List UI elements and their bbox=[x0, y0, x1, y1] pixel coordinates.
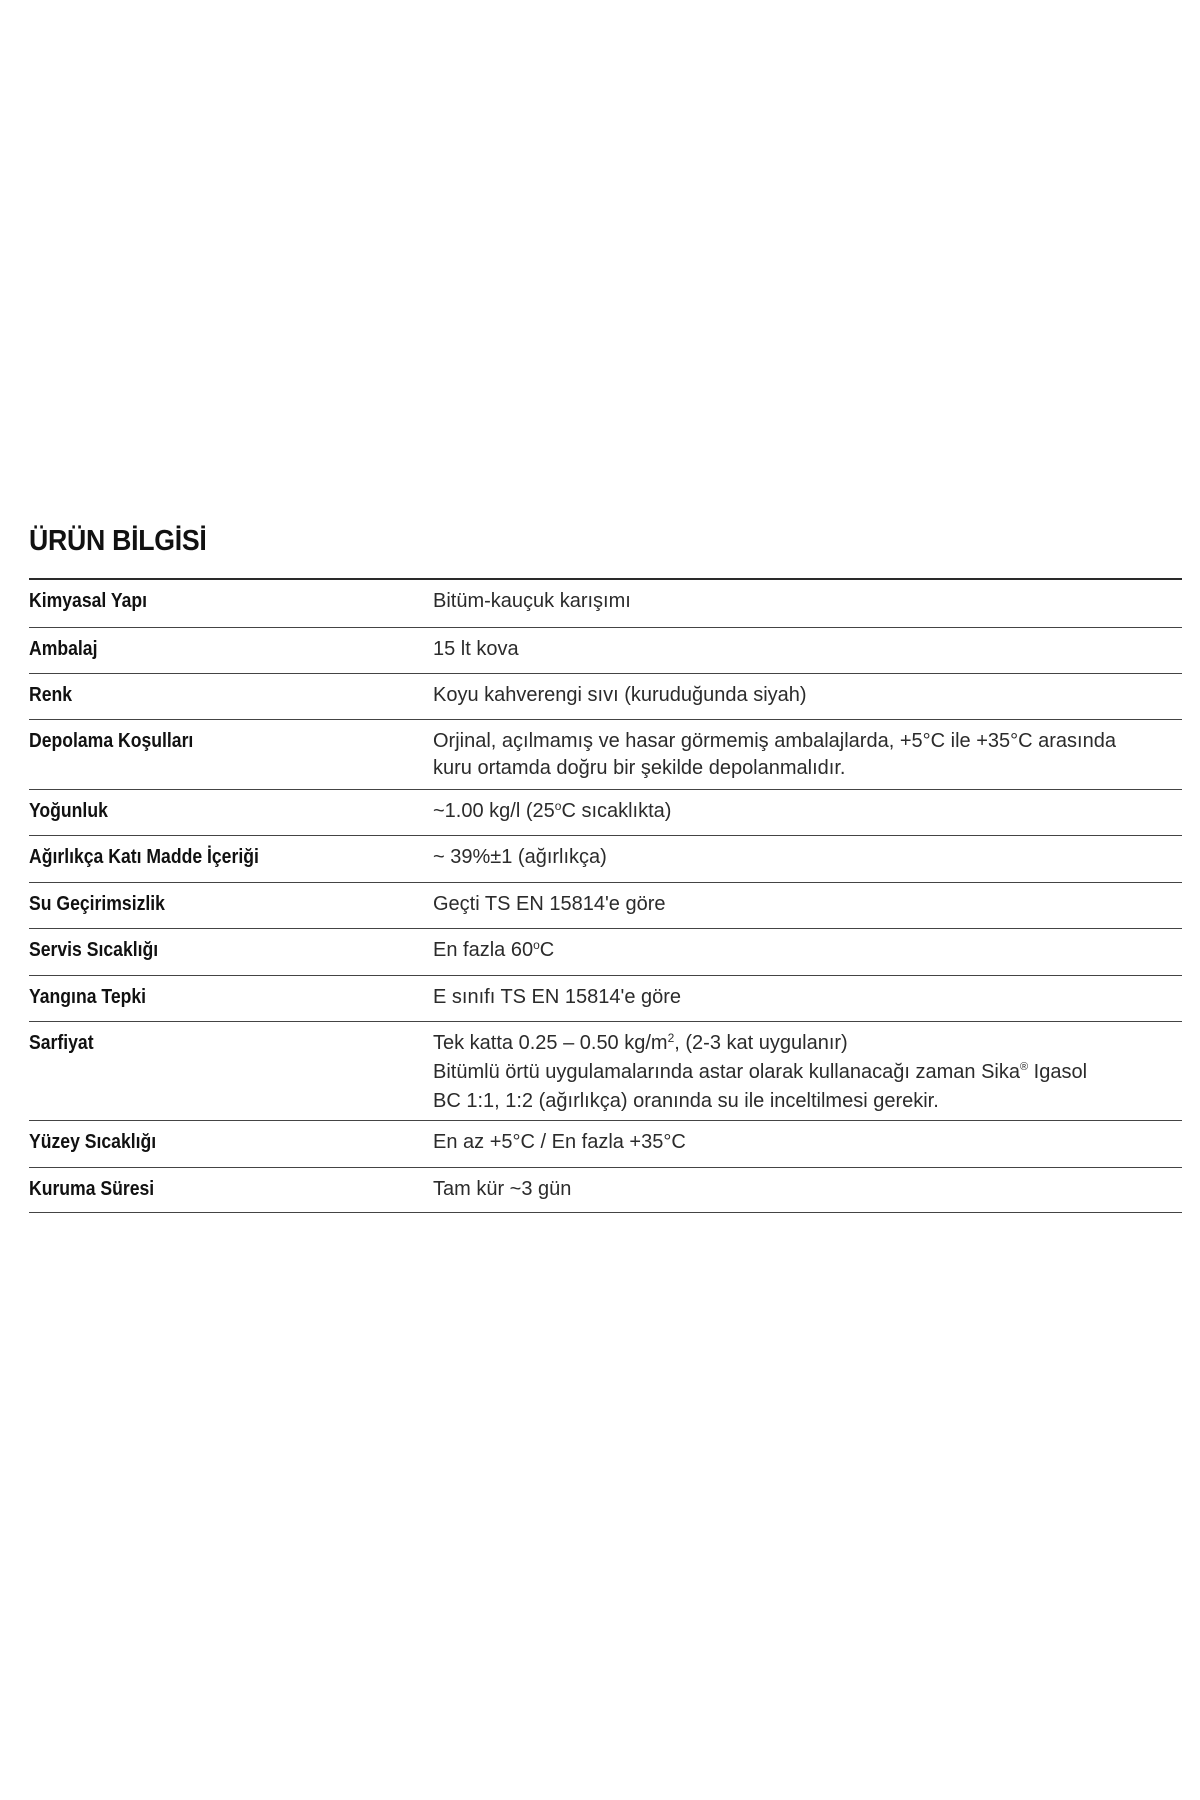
degree-superscript: o bbox=[533, 938, 540, 952]
row-value: Orjinal, açılmamış ve hasar görmemiş ambalajlarda, +5°C ile +35°C arasında kuru ortamda doğru bir şekilde depolanmalıdır. bbox=[433, 730, 1116, 779]
table-row bbox=[29, 580, 1182, 628]
row-label: Yoğunluk bbox=[29, 800, 108, 822]
row-value: En az +5°C / En fazla +35°C bbox=[433, 1131, 686, 1153]
section-title: ÜRÜN BİLGİSİ bbox=[29, 525, 207, 557]
product-info-table bbox=[29, 578, 1182, 1213]
row-label: Servis Sıcaklığı bbox=[29, 939, 159, 961]
table-row bbox=[29, 1022, 1182, 1121]
squared-superscript: 2 bbox=[667, 1031, 675, 1045]
row-label: Depolama Koşulları bbox=[29, 730, 194, 752]
row-label: Sarfiyat bbox=[29, 1032, 94, 1054]
table-row bbox=[29, 790, 1182, 836]
row-label: Kuruma Süresi bbox=[29, 1178, 155, 1200]
row-label: Ambalaj bbox=[29, 638, 98, 660]
table-row bbox=[29, 628, 1182, 674]
row-value: Bitüm-kauçuk karışımı bbox=[433, 590, 631, 612]
row-value: En fazla 60$^o$C bbox=[433, 938, 555, 961]
row-label: Renk bbox=[29, 684, 73, 706]
row-value: ~1.00 kg/l (25$^o$C sıcaklıkta) bbox=[433, 799, 672, 822]
row-label: Yüzey Sıcaklığı bbox=[29, 1131, 157, 1153]
table-row bbox=[29, 1121, 1182, 1168]
degree-superscript: o bbox=[554, 799, 562, 813]
row-value: Koyu kahverengi sıvı (kuruduğunda siyah) bbox=[433, 684, 807, 706]
row-value: ~ 39%±1 (ağırlıkça) bbox=[433, 846, 607, 868]
table-row bbox=[29, 674, 1182, 720]
row-value: Geçti TS EN 15814'e göre bbox=[433, 893, 666, 915]
row-value: Tam kür ~3 gün bbox=[433, 1178, 572, 1200]
table-row bbox=[29, 720, 1182, 790]
row-label: Ağırlıkça Katı Madde İçeriği bbox=[29, 846, 259, 868]
row-value: E sınıfı TS EN 15814'e göre bbox=[433, 986, 682, 1008]
registered-mark: ® bbox=[1019, 1060, 1029, 1073]
row-label: Su Geçirimsizlik bbox=[29, 893, 165, 915]
row-value: Tek katta 0.25 – 0.50 $kg/m^2$, (2-3 kat uygulanır) Bitümlü örtü uygulamalarında astar olarak kullanacağı zaman Sika® Igasol BC 1:1, 1:2 (ağırlıkça) oranında su ile inceltilmesi gerekir. bbox=[433, 1031, 1088, 1112]
table-row bbox=[29, 883, 1182, 929]
table-row bbox=[29, 929, 1182, 976]
row-label: Kimyasal Yapı bbox=[29, 590, 148, 612]
table-row bbox=[29, 1168, 1182, 1213]
row-value: 15 lt kova bbox=[433, 638, 519, 660]
table-row bbox=[29, 976, 1182, 1022]
table-row bbox=[29, 836, 1182, 883]
row-label: Yangına Tepki bbox=[29, 986, 147, 1008]
